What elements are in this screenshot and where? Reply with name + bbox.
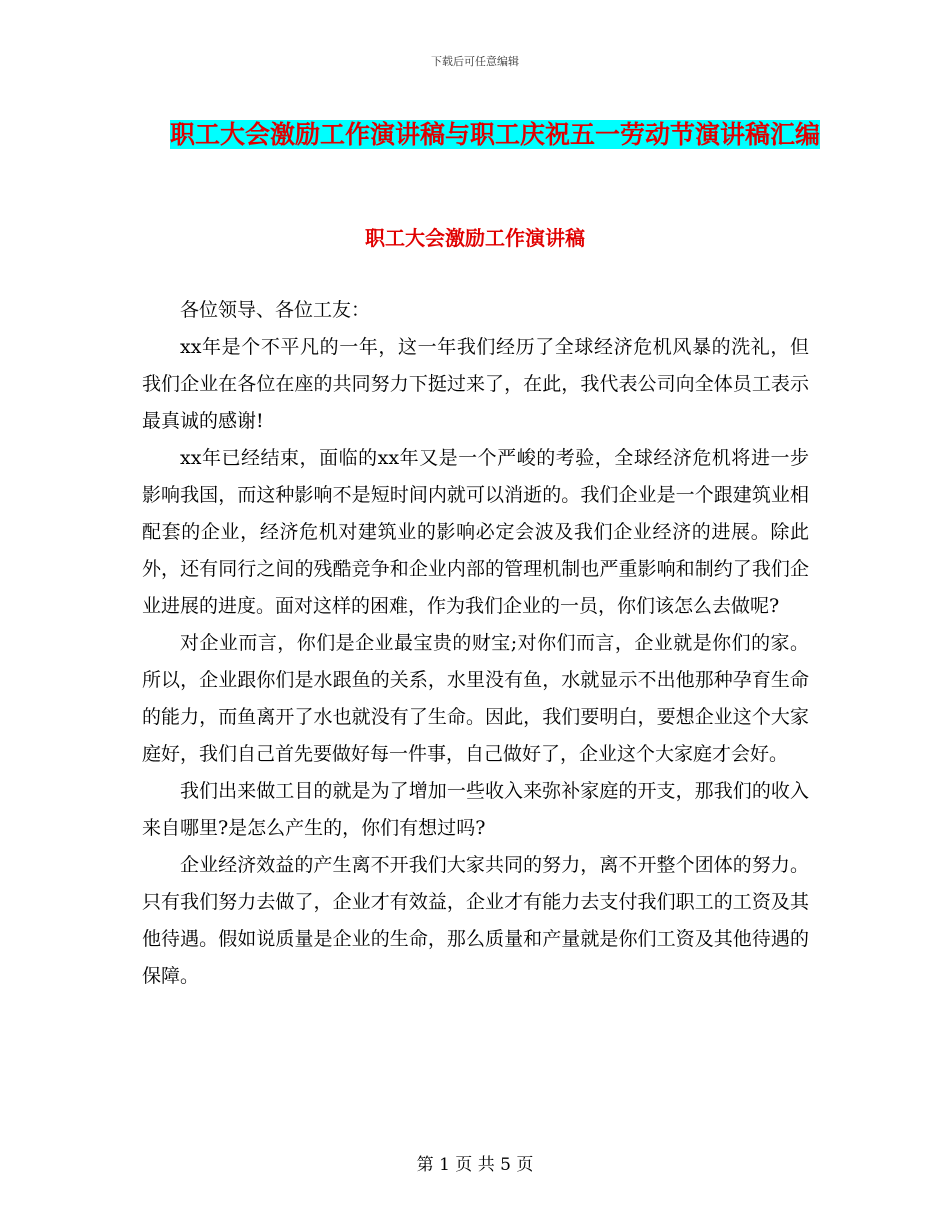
document-body: [142, 292, 809, 995]
document-title: [0, 110, 950, 160]
paragraph: 各位领导、各位工友：: [180, 299, 371, 321]
paragraph: 对企业而言，你们是企业最宝贵的财宝;对你们而言，企业就是你们的家。所以，企业跟你们是水跟鱼的关系，水里没有鱼，水就显示不出他那种孕育生命的能力，而鱼离开了水也就没有了生命。因此，我们要明白，要想企业这个大家庭好，我们自己首先要做好每一件事，自己做好了，企业这个大家庭才会好。: [142, 632, 809, 765]
section-title: 职工大会激励工作演讲稿: [365, 226, 585, 250]
paragraph: 我们出来做工目的就是为了增加一些收入来弥补家庭的开支，那我们的收入来自哪里?是怎么产生的，你们有想过吗?: [142, 780, 809, 839]
paragraph: 企业经济效益的产生离不开我们大家共同的努力，离不开整个团体的努力。只有我们努力去做了，企业才有效益，企业才有能力去支付我们职工的工资及其他待遇。假如说质量是企业的生命，那么质量和产量就是你们工资及其他待遇的保障。: [142, 854, 809, 987]
paragraph: xx年已经结束，面临的xx年又是一个严峻的考验，全球经济危机将进一步影响我国，而这种影响不是短时间内就可以消逝的。我们企业是一个跟建筑业相配套的企业，经济危机对建筑业的影响必定会波及我们企业经济的进展。除此外，还有同行之间的残酷竞争和企业内部的管理机制也严重影响和制约了我们企业进展的进度。面对这样的困难，作为我们企业的一员，你们该怎么去做呢?: [142, 447, 809, 617]
page-footer: 第 1 页 共 5 页: [416, 1155, 534, 1175]
paragraph: xx年是个不平凡的一年，这一年我们经历了全球经济危机风暴的洗礼，但我们企业在各位在座的共同努力下挺过来了，在此，我代表公司向全体员工表示最真诚的感谢!: [142, 336, 809, 432]
header-note: 下载后可任意编辑: [431, 55, 519, 68]
document-title-text: 职工大会激励工作演讲稿与职工庆祝五一劳动节演讲稿汇编: [169, 120, 820, 149]
